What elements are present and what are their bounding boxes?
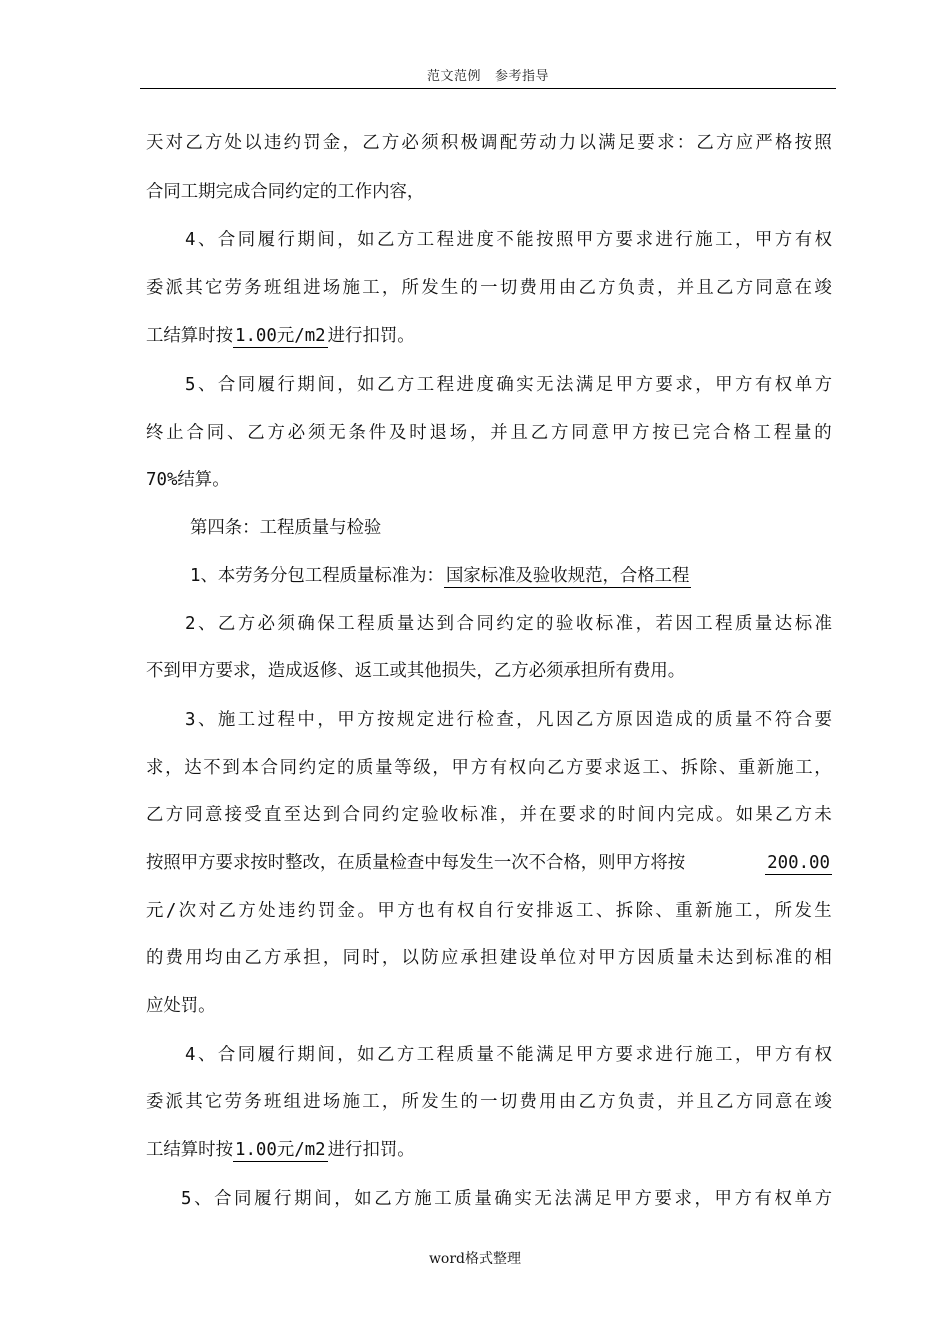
clause-5-line-3: 70%结算。 xyxy=(146,470,230,490)
clause-4-line-2: 委 派 其 它 劳 务 班 组 进 场 施 工 ， 所 发 生 的 一 切 费 用 由 乙 方 负 责 ， 并 且 乙 方 同 意 在 竣 xyxy=(146,278,832,298)
quality-standard-field: 国家标准及验收规范，合格工程 xyxy=(445,566,690,586)
clause-5-line-2: 终 止 合 同 、 乙 方 必 须 无 条 件 及 时 退 场 ， 并 且 乙 方 同 意 甲 方 按 已 完 合 格 工 程 量 的 xyxy=(146,423,832,443)
text-span: 进行扣罚。 xyxy=(327,1140,415,1160)
penalty-rate-field: 1.00元/m2 xyxy=(234,1140,326,1160)
quality-3-line-1: 3 、 施 工 过 程 中 ， 甲 方 按 规 定 进 行 检 查 ， 凡 因 乙 方 原 因 造 成 的 质 量 不 符 合 要 xyxy=(185,710,832,730)
penalty-rate-field: 1.00元/m2 xyxy=(234,326,326,346)
quality-4-line-1: 4 、 合 同 履 行 期 间 ， 如 乙 方 工 程 质 量 不 能 满 足 甲 方 要 求 进 行 施 工 ， 甲 方 有 权 xyxy=(185,1045,832,1065)
header-rule xyxy=(140,88,836,89)
text-span: 1、本劳务分包工程质量标准为： xyxy=(190,566,444,586)
quality-3-line-3: 乙 方 同 意 接 受 直 至 达 到 合 同 约 定 验 收 标 准 ， 并 在 要 求 的 时 间 内 完 成 。 如 果 乙 方 未 xyxy=(146,805,832,825)
text-span: 工结算时按 xyxy=(146,1140,233,1160)
quality-3-line-2: 求 ， 达 不 到 本 合 同 约 定 的 质 量 等 级 ， 甲 方 有 权 向 乙 方 要 求 返 工 、 拆 除 、 重 新 施 工 ， xyxy=(146,758,832,778)
fine-amount-field: 200.00 xyxy=(767,853,830,873)
text-span: 按照甲方要求按时整改，在质量检查中每发生一次不合格，则甲方将按 xyxy=(146,853,686,873)
quality-3-line-7: 应处罚。 xyxy=(146,996,216,1016)
quality-4-line-2: 委 派 其 它 劳 务 班 组 进 场 施 工 ， 所 发 生 的 一 切 费 用 由 乙 方 负 责 ， 并 且 乙 方 同 意 在 竣 xyxy=(146,1092,832,1112)
quality-3-line-5: 元 / 次 对 乙 方 处 违 约 罚 金 。 甲 方 也 有 权 自 行 安 排 返 工 、 拆 除 、 重 新 施 工 ， 所 发 生 xyxy=(146,901,832,921)
article-4-heading: 第四条：工程质量与检验 xyxy=(190,518,382,538)
text-line: 天 对 乙 方 处 以 违 约 罚 金 ， 乙 方 必 须 积 极 调 配 劳 动 力 以 满 足 要 求 ： 乙 方 应 严 格 按 照 xyxy=(146,133,832,153)
quality-5-line-1: 5 、 合 同 履 行 期 间 ， 如 乙 方 施 工 质 量 确 实 无 法 满 足 甲 方 要 求 ， 甲 方 有 权 单 方 xyxy=(181,1189,832,1209)
quality-1-line xyxy=(190,564,691,588)
quality-2-line-2: 不到甲方要求，造成返修、返工或其他损失，乙方必须承担所有费用。 xyxy=(146,661,686,681)
quality-3-line-6: 的 费 用 均 由 乙 方 承 担 ， 同 时 ， 以 防 应 承 担 建 设 单 位 对 甲 方 因 质 量 未 达 到 标 准 的 相 xyxy=(146,948,832,968)
page-header xyxy=(140,68,836,86)
quality-2-line-1: 2 、 乙 方 必 须 确 保 工 程 质 量 达 到 合 同 约 定 的 验 收 标 准 ， 若 因 工 程 质 量 达 标 准 xyxy=(185,614,832,634)
text-line: 合同工期完成合同约定的工作内容， xyxy=(146,182,425,202)
clause-4-line-3 xyxy=(146,324,415,348)
text-span: 进行扣罚。 xyxy=(327,326,415,346)
clause-5-line-1: 5 、 合 同 履 行 期 间 ， 如 乙 方 工 程 进 度 确 实 无 法 满 足 甲 方 要 求 ， 甲 方 有 权 单 方 xyxy=(185,375,832,395)
quality-3-line-4 xyxy=(146,851,832,875)
header-left-text: 范文范例 xyxy=(426,69,481,84)
header-right-text: 参考指导 xyxy=(495,69,550,84)
clause-4-line-1: 4 、 合 同 履 行 期 间 ， 如 乙 方 工 程 进 度 不 能 按 照 甲 方 要 求 进 行 施 工 ， 甲 方 有 权 xyxy=(185,230,832,250)
text-span: 工结算时按 xyxy=(146,326,233,346)
page-footer: word格式整理 xyxy=(428,1251,522,1267)
quality-4-line-3 xyxy=(146,1138,415,1162)
